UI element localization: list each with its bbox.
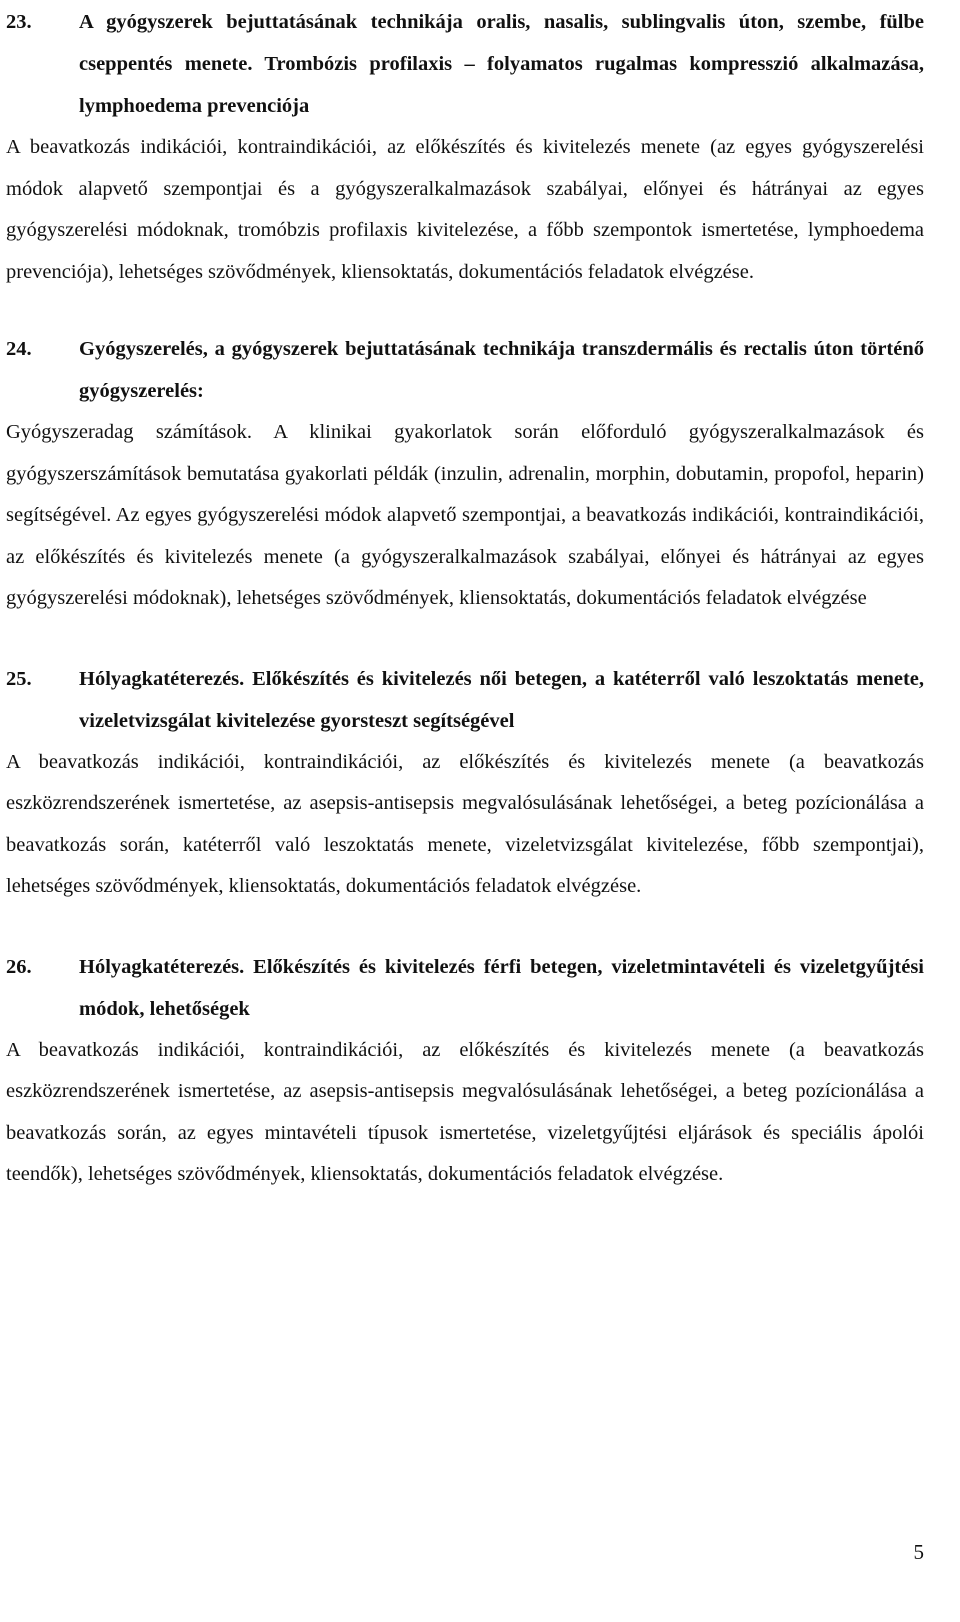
- section-title: Gyógyszerelés, a gyógyszerek bejuttatásának technikája transzdermális és rectalis úton történő gyógyszerelés:: [79, 338, 924, 402]
- section-25: [6, 658, 924, 908]
- section-heading: [6, 328, 924, 412]
- section-number: 25.: [6, 667, 32, 690]
- section-number: 26.: [6, 955, 32, 978]
- section-23: [6, 1, 924, 293]
- section-number: 24.: [6, 338, 32, 360]
- section-title: Hólyagkatéterezés. Előkészítés és kivitelezés női betegen, a katéterről való leszoktatás menete, vizeletvizsgálat kivitelezése gyorsteszt segítségével: [79, 667, 924, 732]
- section-heading: [6, 946, 924, 1030]
- section-body: A beavatkozás indikációi, kontraindikációi, az előkészítés és kivitelezés menete (a beavatkozás eszközrendszerének ismertetése, az asepsis-antisepsis megvalósulásának lehetőségei, a beteg pozícionálása a beavatkozás során, katéterről való leszoktatás menete, vizeletvizsgálat kivitelezése, főbb szempontjai), lehetséges szövődmények, kliensoktatás, dokumentációs feladatok elvégzése.: [6, 750, 924, 897]
- section-body: A beavatkozás indikációi, kontraindikációi, az előkészítés és kivitelezés menete (a beavatkozás eszközrendszerének ismertetése, az asepsis-antisepsis megvalósulásának lehetőségei, a beteg pozícionálása a beavatkozás során, az egyes mintavételi típusok ismertetése, vizeletgyűjtési eljárások és speciális ápolói teendők), lehetséges szövődmények, kliensoktatás, dokumentációs feladatok elvégzése.: [6, 1038, 924, 1185]
- document-page: [6, 0, 924, 1196]
- section-number: 23.: [6, 11, 32, 33]
- section-body: A beavatkozás indikációi, kontraindikációi, az előkészítés és kivitelezés menete (az egyes gyógyszerelési módok alapvető szempontjai és a gyógyszeralkalmazások szabályai, előnyei és hátrányai az egyes gyógyszerelési módoknak, tromóbzis profilaxis kivitelezése, a főbb szempontok ismertetése, lymphoedema prevenciója), lehetséges szövődmények, kliensoktatás, dokumentációs feladatok elvégzése.: [6, 136, 924, 283]
- page-number: 5: [913, 1540, 924, 1564]
- section-24: [6, 328, 924, 620]
- section-title: Hólyagkatéterezés. Előkészítés és kivitelezés férfi betegen, vizeletmintavételi és vizeletgyűjtési módok, lehetőségek: [79, 955, 924, 1020]
- section-body: Gyógyszeradag számítások. A klinikai gyakorlatok során előforduló gyógyszeralkalmazások és gyógyszerszámítások bemutatása gyakorlati példák (inzulin, adrenalin, morphin, dobutamin, propofol, heparin) segítségével. Az egyes gyógyszerelési módok alapvető szempontjai, a beavatkozás indikációi, kontraindikációi, az előkészítés és kivitelezés menete (a gyógyszeralkalmazások szabályai, előnyei és hátrányai az egyes gyógyszerelési módoknak), lehetséges szövődmények, kliensoktatás, dokumentációs feladatok elvégzése: [6, 421, 924, 609]
- section-title: A gyógyszerek bejuttatásának technikája oralis, nasalis, sublingvalis úton, szembe, fülbe cseppentés menete. Trombózis profilaxis – folyamatos rugalmas kompresszió alkalmazása, lymphoedema prevenciója: [79, 11, 924, 117]
- section-heading: [6, 1, 924, 127]
- section-heading: [6, 658, 924, 742]
- section-26: [6, 946, 924, 1196]
